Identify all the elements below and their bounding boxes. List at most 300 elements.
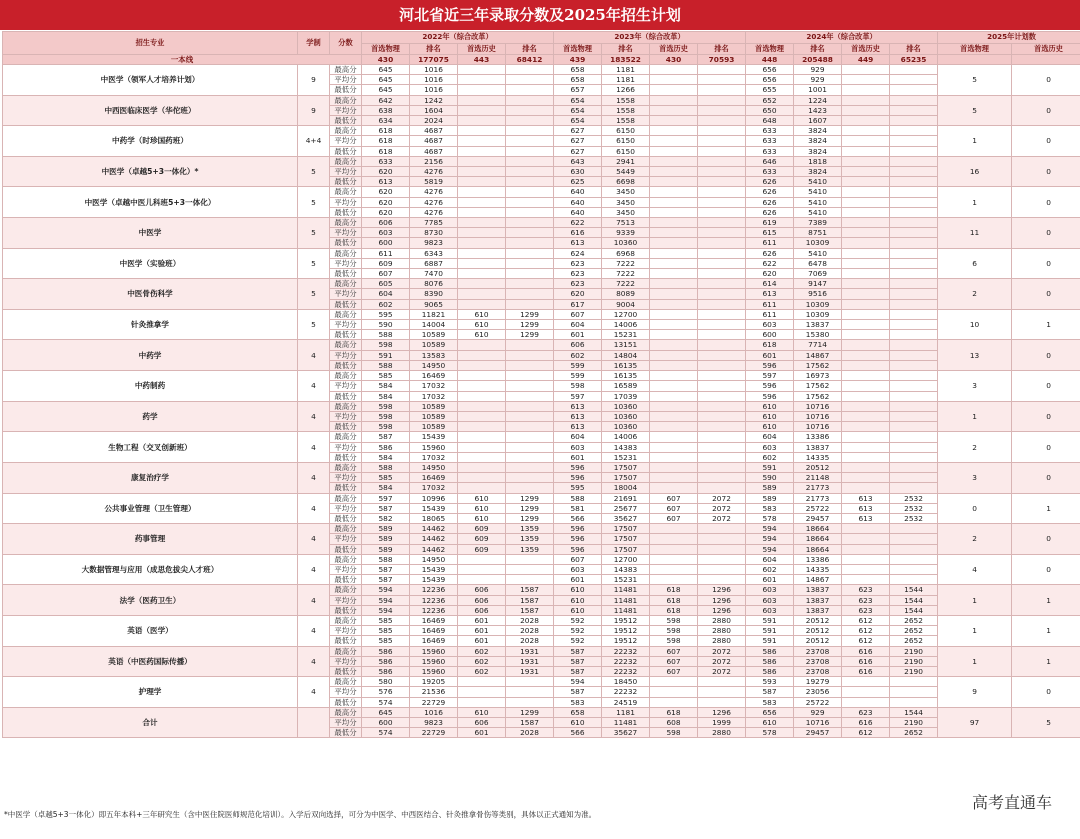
score-cell [842,309,890,319]
score-cell: 6478 [794,258,842,268]
score-cell: 591 [362,350,410,360]
score-cell: 596 [554,473,602,483]
score-cell: 609 [458,544,506,554]
plan-physics: 3 [938,371,1012,402]
score-cell [890,391,938,401]
score-cell [506,340,554,350]
score-cell [698,411,746,421]
score-cell: 592 [554,636,602,646]
major-name: 中医骨伤科学 [3,279,298,310]
score-cell [890,289,938,299]
score-cell: 1604 [410,105,458,115]
score-cell: 4276 [410,197,458,207]
score-cell: 625 [554,177,602,187]
table-row [3,493,1080,503]
plan-history: 1 [1012,615,1080,646]
major-group [3,126,1080,157]
line-value: 68412 [506,55,554,65]
major-name: 中医学 [3,218,298,249]
score-cell: 657 [554,85,602,95]
score-cell [698,299,746,309]
score-cell: 21148 [794,473,842,483]
major-name: 中西医临床医学（华佗班） [3,95,298,126]
score-cell: 1931 [506,646,554,656]
score-cell: 623 [842,605,890,615]
score-cell: 620 [362,207,410,217]
score-cell: 617 [554,299,602,309]
score-cell: 2880 [698,626,746,636]
score-cell [890,534,938,544]
score-cell: 589 [362,534,410,544]
score-cell: 602 [458,656,506,666]
score-cell: 9516 [794,289,842,299]
score-cell: 626 [746,207,794,217]
score-cell: 2652 [890,728,938,738]
score-cell: 585 [362,473,410,483]
major-years: 5 [298,279,330,310]
score-cell [506,391,554,401]
score-cell: 3824 [794,126,842,136]
score-cell: 623 [842,585,890,595]
score-cell: 1299 [506,707,554,717]
score-cell [458,167,506,177]
score-cell: 588 [362,554,410,564]
score-cell [506,371,554,381]
score-cell [458,340,506,350]
score-cell [698,320,746,330]
score-cell: 16973 [794,371,842,381]
score-cell: 10716 [794,422,842,432]
score-cell: 13837 [794,595,842,605]
score-cell [698,75,746,85]
score-cell [698,534,746,544]
score-cell: 611 [746,299,794,309]
score-cell: 1299 [506,493,554,503]
score-cell [458,177,506,187]
score-cell: 612 [842,626,890,636]
score-cell: 15231 [602,330,650,340]
plan-physics: 97 [938,707,1012,738]
score-cell [650,218,698,228]
score-cell: 1296 [698,585,746,595]
score-cell: 601 [554,452,602,462]
score-cell [650,524,698,534]
score-cell: 17507 [602,544,650,554]
score-cell [458,411,506,421]
score-cell [506,146,554,156]
score-cell: 610 [746,422,794,432]
score-cell: 10360 [602,401,650,411]
score-cell [458,279,506,289]
score-cell: 623 [554,279,602,289]
stat-label: 最高分 [330,707,362,717]
major-years: 4 [298,401,330,432]
score-cell [698,340,746,350]
score-cell [842,85,890,95]
score-cell [890,238,938,248]
score-cell [698,146,746,156]
score-cell [458,105,506,115]
score-cell: 16469 [410,473,458,483]
score-cell [458,269,506,279]
plan-history: 0 [1012,95,1080,126]
score-cell: 14462 [410,524,458,534]
score-cell [698,381,746,391]
stat-label: 最高分 [330,493,362,503]
score-cell: 618 [362,136,410,146]
score-cell: 633 [746,126,794,136]
major-name: 针灸推拿学 [3,309,298,340]
page-title: 河北省近三年录取分数及2025年招生计划 [0,0,1080,30]
score-cell: 11481 [602,585,650,595]
score-cell [890,442,938,452]
score-cell [890,320,938,330]
score-cell: 640 [554,207,602,217]
score-cell [698,544,746,554]
score-cell [650,452,698,462]
stat-label: 最高分 [330,126,362,136]
plan-physics: 2 [938,279,1012,310]
line-empty [1012,55,1080,65]
score-cell: 601 [458,728,506,738]
table-row [3,585,1080,595]
stat-label: 最低分 [330,452,362,462]
score-cell: 15960 [410,666,458,676]
major-name: 大数据管理与应用（成思危拔尖人才班） [3,554,298,585]
score-cell [650,575,698,585]
score-cell [698,258,746,268]
score-cell: 618 [362,146,410,156]
score-cell: 594 [746,524,794,534]
score-cell [698,248,746,258]
score-cell [650,279,698,289]
score-cell [650,95,698,105]
subheader-physics: 首选物理 [362,43,410,55]
score-cell: 18065 [410,513,458,523]
score-cell: 17032 [410,391,458,401]
score-cell: 929 [794,707,842,717]
score-cell: 10309 [794,299,842,309]
major-years: 4 [298,493,330,524]
score-cell [842,452,890,462]
score-cell: 602 [458,666,506,676]
score-cell [890,126,938,136]
major-name: 药事管理 [3,524,298,555]
score-cell: 566 [554,728,602,738]
score-cell: 594 [746,534,794,544]
score-cell: 603 [746,442,794,452]
stat-label: 最低分 [330,728,362,738]
subheader-physics: 首选物理 [938,43,1012,55]
score-cell [890,248,938,258]
major-years: 4 [298,371,330,402]
score-cell [842,554,890,564]
score-cell: 29457 [794,728,842,738]
stat-label: 最高分 [330,218,362,228]
score-cell [650,136,698,146]
score-cell: 1587 [506,585,554,595]
stat-label: 最低分 [330,544,362,554]
score-cell: 586 [362,656,410,666]
stat-label: 最高分 [330,65,362,75]
score-cell: 13583 [410,350,458,360]
score-cell: 8076 [410,279,458,289]
stat-label: 平均分 [330,595,362,605]
score-cell: 587 [362,503,410,513]
plan-history: 1 [1012,646,1080,677]
table-row [3,65,1080,75]
score-cell: 620 [362,187,410,197]
score-cell [650,126,698,136]
score-cell: 1299 [506,320,554,330]
header-major: 招生专业 [3,32,298,55]
score-cell [650,340,698,350]
score-cell [890,146,938,156]
score-cell: 606 [458,585,506,595]
score-cell: 607 [650,493,698,503]
score-cell: 15439 [410,503,458,513]
score-cell [698,330,746,340]
score-cell [842,248,890,258]
score-cell: 620 [362,197,410,207]
stat-label: 平均分 [330,197,362,207]
stat-label: 最低分 [330,605,362,615]
score-cell [458,156,506,166]
score-cell: 606 [362,218,410,228]
score-cell: 618 [650,585,698,595]
score-cell: 654 [554,105,602,115]
score-cell: 584 [362,452,410,462]
score-cell [458,432,506,442]
score-cell: 600 [746,330,794,340]
score-cell: 610 [458,330,506,340]
score-cell: 589 [362,524,410,534]
score-cell: 594 [362,595,410,605]
plan-history: 0 [1012,126,1080,157]
score-cell [458,381,506,391]
score-cell [650,238,698,248]
score-cell [506,483,554,493]
score-cell: 648 [746,116,794,126]
score-cell: 602 [458,646,506,656]
score-cell: 646 [746,156,794,166]
score-cell: 612 [842,636,890,646]
score-cell: 4687 [410,136,458,146]
stat-label: 平均分 [330,442,362,452]
score-cell: 2190 [890,646,938,656]
score-cell: 586 [362,666,410,676]
score-cell: 610 [458,503,506,513]
score-cell: 589 [746,493,794,503]
score-cell: 604 [746,554,794,564]
score-cell: 603 [362,228,410,238]
score-cell [890,564,938,574]
score-cell: 586 [362,442,410,452]
score-cell: 591 [746,615,794,625]
score-cell [698,187,746,197]
score-cell: 613 [842,503,890,513]
plan-history: 0 [1012,401,1080,432]
score-cell: 9065 [410,299,458,309]
score-cell: 3450 [602,187,650,197]
plan-history: 0 [1012,248,1080,279]
score-cell: 21536 [410,687,458,697]
stat-label: 最高分 [330,279,362,289]
score-cell [698,197,746,207]
score-cell: 14462 [410,544,458,554]
score-cell: 10589 [410,411,458,421]
score-cell: 15380 [794,330,842,340]
score-cell: 22232 [602,666,650,676]
score-cell [650,371,698,381]
score-cell: 603 [746,585,794,595]
score-cell: 1299 [506,503,554,513]
score-cell: 588 [554,493,602,503]
score-cell [506,432,554,442]
score-cell: 1558 [602,105,650,115]
score-cell [842,544,890,554]
score-cell [842,381,890,391]
table-row [3,218,1080,228]
score-cell: 611 [746,238,794,248]
score-cell: 14335 [794,452,842,462]
score-cell [458,371,506,381]
plan-history: 0 [1012,187,1080,218]
score-cell [650,554,698,564]
score-cell: 601 [746,350,794,360]
score-cell [458,207,506,217]
subheader-rank: 排名 [410,43,458,55]
score-cell [650,534,698,544]
score-cell: 10589 [410,401,458,411]
score-cell: 12236 [410,595,458,605]
score-cell: 15439 [410,575,458,585]
score-cell: 1266 [602,85,650,95]
score-cell: 2652 [890,626,938,636]
score-cell: 658 [554,707,602,717]
score-cell: 597 [362,493,410,503]
score-cell: 634 [362,116,410,126]
major-group [3,585,1080,616]
score-cell [842,697,890,707]
stat-label: 最高分 [330,95,362,105]
score-cell: 594 [554,677,602,687]
score-cell: 5819 [410,177,458,187]
table-row [3,248,1080,258]
score-cell [506,677,554,687]
score-cell: 597 [746,371,794,381]
score-cell [842,564,890,574]
score-cell [506,156,554,166]
score-cell: 566 [554,513,602,523]
score-cell: 5410 [794,248,842,258]
score-cell: 1016 [410,75,458,85]
score-cell: 643 [554,156,602,166]
score-cell: 1299 [506,513,554,523]
plan-history: 0 [1012,554,1080,585]
score-cell [650,544,698,554]
score-cell: 1242 [410,95,458,105]
line-value: 448 [746,55,794,65]
score-cell: 11821 [410,309,458,319]
score-cell: 610 [554,595,602,605]
score-cell: 1016 [410,65,458,75]
score-cell: 624 [554,248,602,258]
score-cell: 601 [458,615,506,625]
score-cell: 14006 [602,320,650,330]
score-cell [506,218,554,228]
score-cell [698,238,746,248]
score-cell [842,330,890,340]
score-cell: 606 [458,605,506,615]
score-cell: 640 [554,197,602,207]
plan-physics: 16 [938,156,1012,187]
score-cell: 606 [458,718,506,728]
score-cell: 17507 [602,473,650,483]
score-cell: 20512 [794,626,842,636]
subheader-rank: 排名 [794,43,842,55]
score-cell: 2072 [698,513,746,523]
score-cell: 21691 [602,493,650,503]
stat-label: 平均分 [330,75,362,85]
major-group [3,462,1080,493]
stat-label: 最低分 [330,483,362,493]
score-cell [842,116,890,126]
line-value: 449 [842,55,890,65]
score-cell [506,697,554,707]
score-cell: 610 [554,718,602,728]
score-cell [698,360,746,370]
score-cell: 633 [746,146,794,156]
major-years: 4 [298,554,330,585]
score-cell: 596 [746,360,794,370]
plan-history: 0 [1012,340,1080,371]
score-cell: 622 [746,258,794,268]
table-row [3,279,1080,289]
score-cell [890,309,938,319]
score-cell: 929 [794,65,842,75]
score-cell: 1181 [602,75,650,85]
score-cell: 598 [362,401,410,411]
score-cell [890,544,938,554]
score-cell [890,299,938,309]
score-cell: 598 [362,340,410,350]
score-cell: 598 [362,422,410,432]
score-cell: 13837 [794,320,842,330]
stat-label: 最高分 [330,677,362,687]
score-cell: 614 [746,279,794,289]
major-name: 中医学（领军人才培养计划） [3,65,298,96]
score-cell [458,289,506,299]
score-cell: 652 [746,95,794,105]
score-cell: 25722 [794,503,842,513]
score-cell: 10589 [410,340,458,350]
score-cell [890,187,938,197]
major-name: 中医学（实验班） [3,248,298,279]
score-cell: 608 [650,718,698,728]
score-cell: 656 [746,707,794,717]
major-group [3,493,1080,524]
score-cell [458,218,506,228]
score-cell: 589 [746,483,794,493]
stat-label: 平均分 [330,350,362,360]
score-cell [650,564,698,574]
score-cell: 645 [362,85,410,95]
score-cell: 594 [362,585,410,595]
score-cell: 2941 [602,156,650,166]
score-cell: 654 [554,95,602,105]
score-cell: 9004 [602,299,650,309]
